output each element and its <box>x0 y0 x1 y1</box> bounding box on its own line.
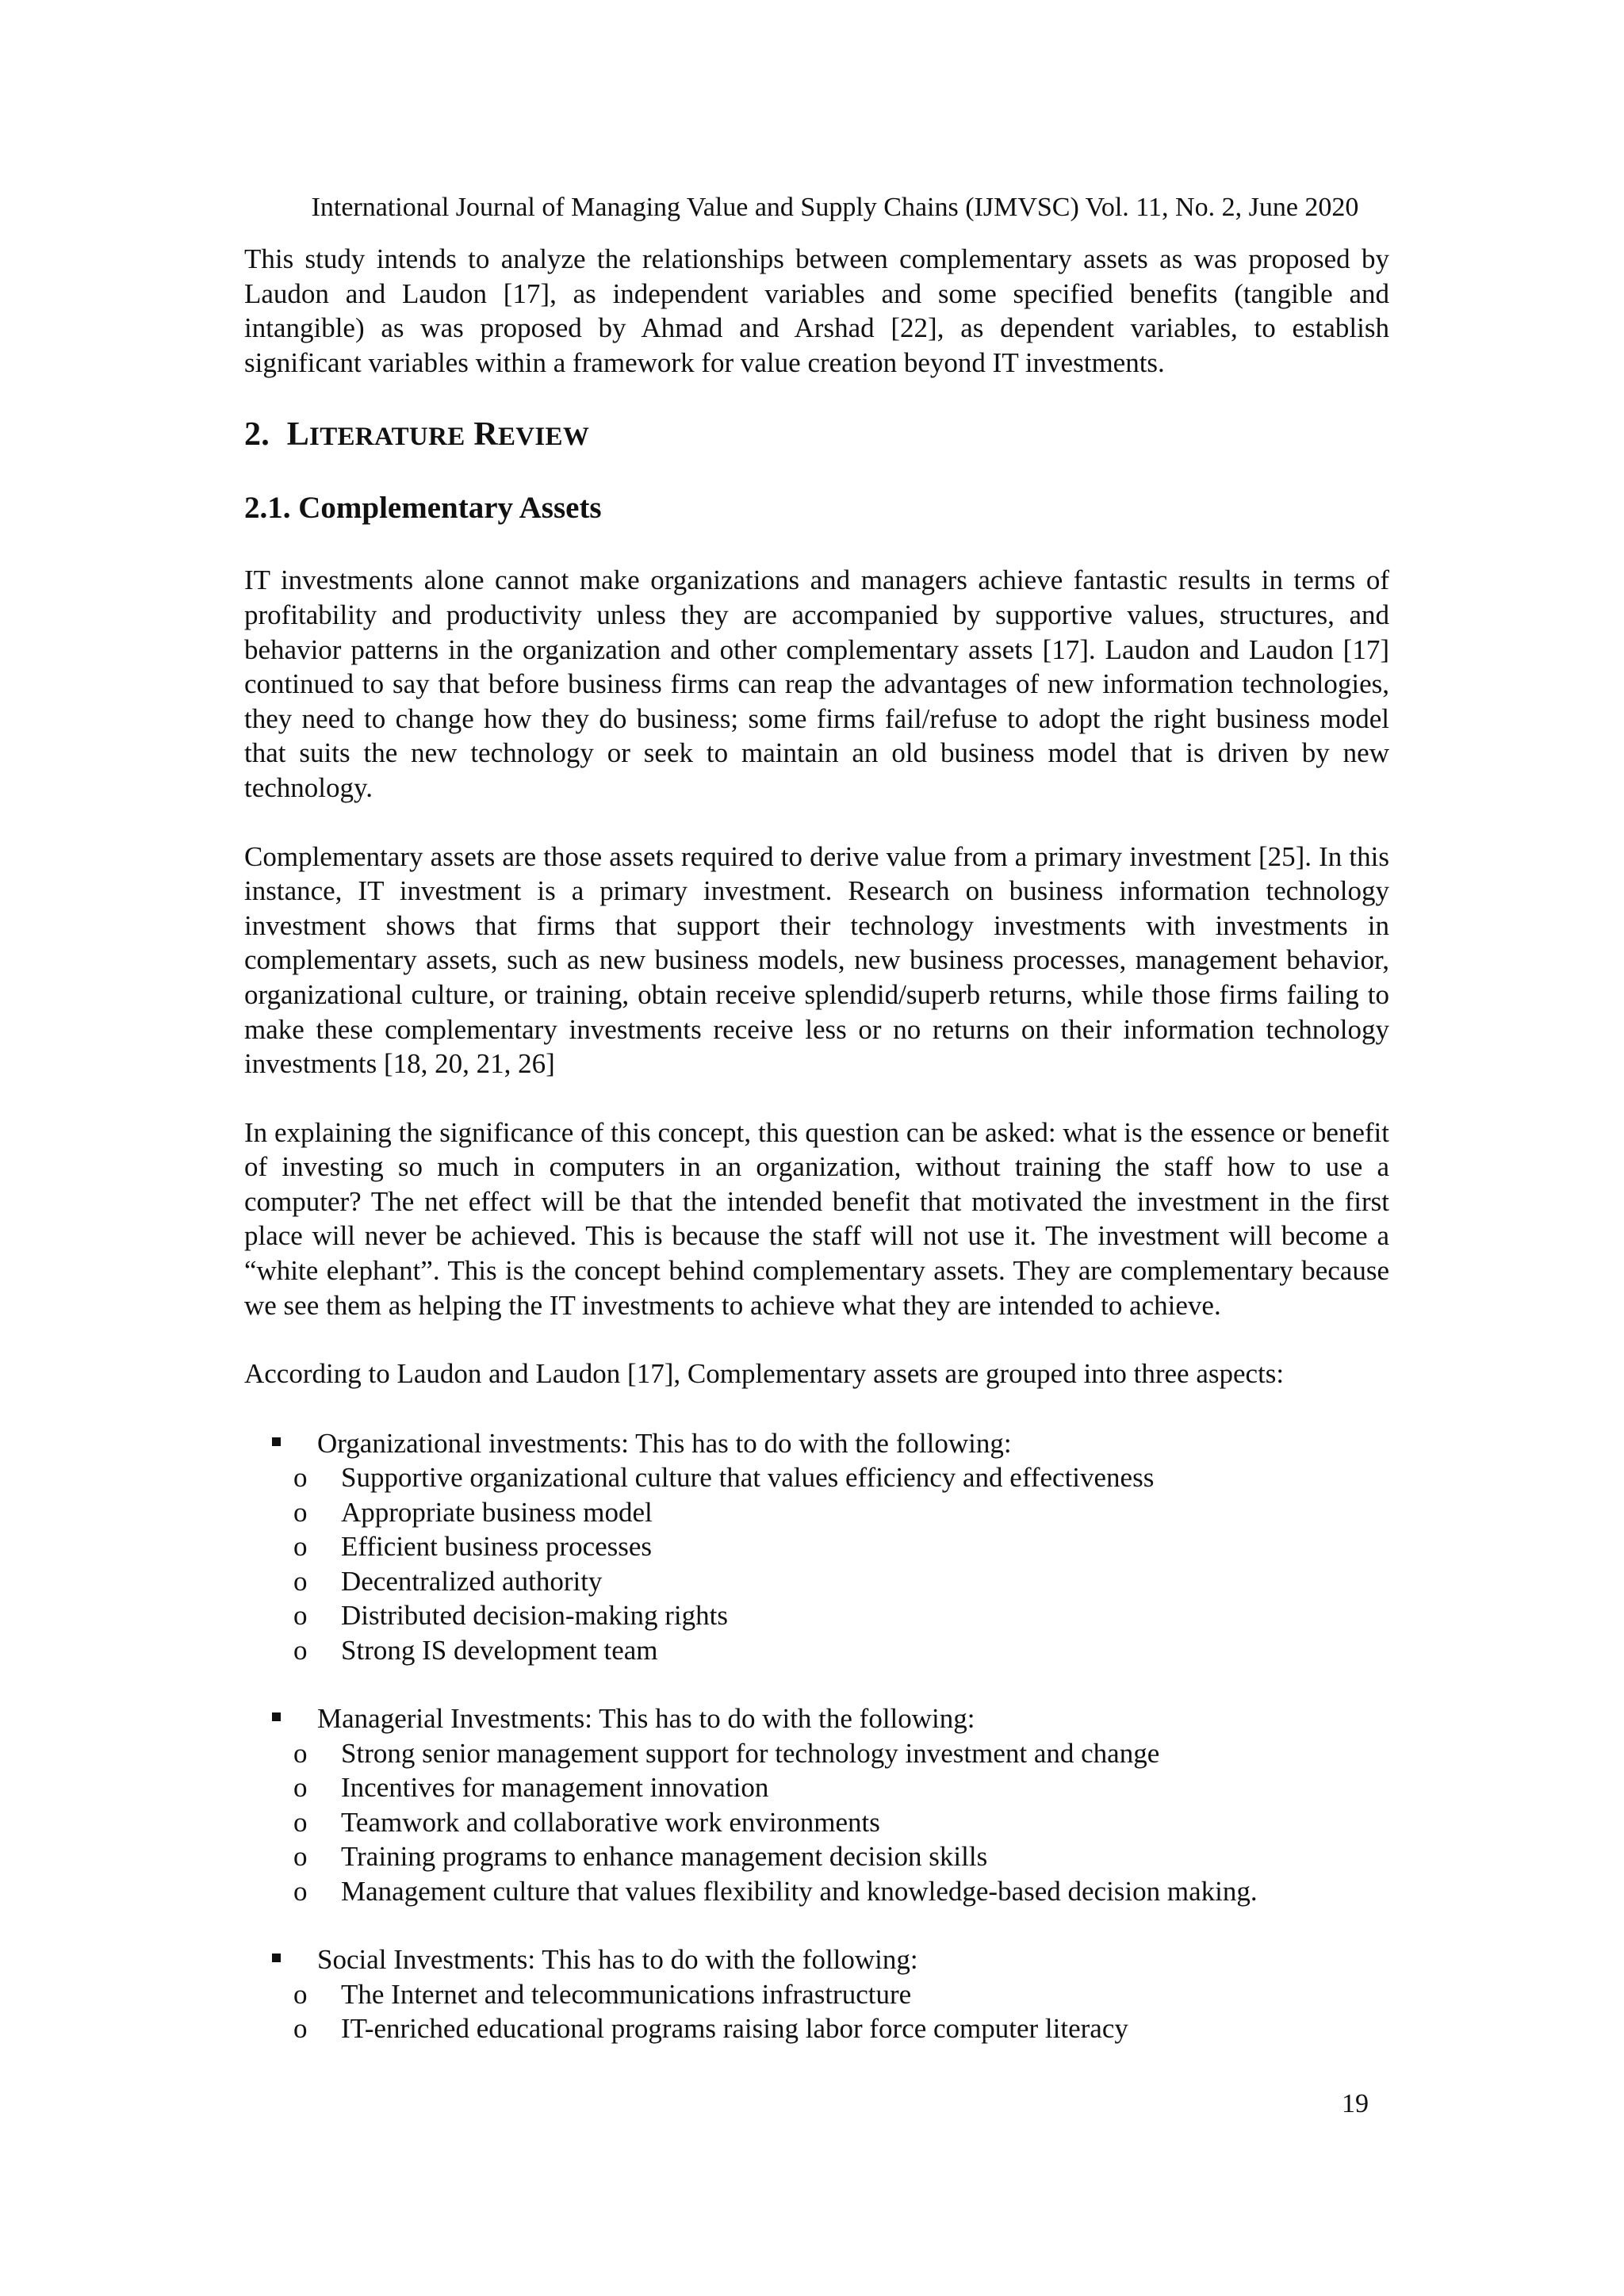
circle-bullet-icon: o <box>293 1600 308 1632</box>
section-title-part-1: ITERATURE <box>309 423 465 452</box>
circle-bullet-icon: o <box>293 1978 308 2010</box>
circle-bullet-icon: o <box>293 2013 308 2045</box>
body-paragraph-3: In explaining the significance of this concept, this question can be asked: what is the essence or benefit of investing so much in computers in an organization, without training the staff how to use a computer? The net effect will be that the intended benefit that motivated the investment in the first place will never be achieved. This is because the staff will not use it. The investment will become a “white elephant”. This is the concept behind complementary assets. They are complementary because we see them as helping the IT investments to achieve what they are intended to achieve. <box>244 1116 1389 1321</box>
page-content <box>244 242 1389 2046</box>
section-title-initial-2: R <box>473 416 498 453</box>
list-item <box>244 1770 1389 1805</box>
group-title-text: Managerial Investments: This has to do with the following: <box>317 1703 975 1735</box>
circle-bullet-icon: o <box>293 1634 308 1666</box>
group-title <box>244 1942 1389 1977</box>
group-title-text: Social Investments: This has to do with the following: <box>317 1944 918 1976</box>
list-item <box>244 2011 1389 2046</box>
list-item <box>244 1633 1389 1668</box>
list-item <box>244 1564 1389 1599</box>
circle-bullet-icon: o <box>293 1531 308 1563</box>
list-item-text: Incentives for management innovation <box>341 1772 769 1804</box>
sub-list <box>244 1460 1389 1667</box>
list-item <box>244 1839 1389 1874</box>
circle-bullet-icon: o <box>293 1737 308 1769</box>
list-item-text: Strong IS development team <box>341 1634 658 1666</box>
list-item-text: The Internet and telecommunications infrastructure <box>341 1978 912 2010</box>
list-item-text: Supportive organizational culture that values efficiency and effectiveness <box>341 1462 1155 1494</box>
list-item <box>244 1736 1389 1771</box>
list-item-text: IT-enriched educational programs raising labor force computer literacy <box>341 2013 1128 2045</box>
group-title <box>244 1426 1389 1461</box>
circle-bullet-icon: o <box>293 1772 308 1804</box>
page-number: 19 <box>1342 2089 1369 2118</box>
list-item <box>244 1805 1389 1840</box>
intro-paragraph: This study intends to analyze the relationships between complementary assets as was proposed by Laudon and Laudon [17], as independent variables and some specified benefits (tangible and intangible) as was proposed by Ahmad and Arshad [22], as dependent variables, to establish significant variables within a framework for value creation beyond IT investments. <box>244 243 1389 378</box>
list-item-text: Teamwork and collaborative work environments <box>341 1806 880 1838</box>
circle-bullet-icon: o <box>293 1806 308 1838</box>
list-item <box>244 1529 1389 1564</box>
list-item-text: Decentralized authority <box>341 1565 603 1597</box>
list-item <box>244 1977 1389 2012</box>
square-bullet-icon <box>272 1437 281 1446</box>
list-item-text: Efficient business processes <box>341 1531 653 1563</box>
sub-list <box>244 1736 1389 1909</box>
subsection-heading <box>244 490 1389 526</box>
subsection-title: Complementary Assets <box>298 491 602 526</box>
running-header: International Journal of Managing Value and Supply Chains (IJMVSC) Vol. 11, No. 2, June 2020 <box>311 193 1359 222</box>
list-item-text: Distributed decision-making rights <box>341 1600 728 1632</box>
complementary-assets-list <box>244 1426 1389 2046</box>
list-item <box>244 1598 1389 1633</box>
list-item-text: Training programs to enhance management decision skills <box>341 1841 988 1873</box>
body-paragraph-4: According to Laudon and Laudon [17], Complementary assets are grouped into three aspects: <box>244 1358 1285 1390</box>
list-item <box>244 1460 1389 1495</box>
group-title <box>244 1701 1389 1736</box>
subsection-number: 2.1. <box>244 491 291 526</box>
group-title-text: Organizational investments: This has to do with the following: <box>317 1427 1012 1459</box>
circle-bullet-icon: o <box>293 1875 308 1907</box>
circle-bullet-icon: o <box>293 1565 308 1597</box>
square-bullet-icon <box>272 1712 281 1721</box>
sub-list <box>244 1977 1389 2046</box>
list-item-text: Management culture that values flexibility and knowledge-based decision making. <box>341 1875 1258 1907</box>
list-item-text: Appropriate business model <box>341 1496 653 1528</box>
list-item-text: Strong senior management support for technology investment and change <box>341 1737 1160 1769</box>
section-title-initial-1: L <box>286 416 310 453</box>
section-title-part-2: EVIEW <box>497 423 590 452</box>
square-bullet-icon <box>272 1954 281 1962</box>
list-item <box>244 1495 1389 1530</box>
circle-bullet-icon: o <box>293 1841 308 1873</box>
section-heading <box>244 415 1389 457</box>
list-group-managerial <box>244 1701 1389 1908</box>
list-group-social <box>244 1942 1389 2046</box>
body-paragraph-2: Complementary assets are those assets required to derive value from a primary investment [25]. In this instance, IT investment is a primary investment. Research on business information technology investment shows that firms that support their technology investments with investments in complementary assets, such as new business models, new business processes, management behavior, organizational culture, or training, obtain receive splendid/superb returns, while those firms failing to make these complementary investments receive less or no returns on their information technology investments [18, 20, 21, 26] <box>244 840 1389 1080</box>
circle-bullet-icon: o <box>293 1462 308 1494</box>
section-number: 2. <box>244 416 270 453</box>
circle-bullet-icon: o <box>293 1496 308 1528</box>
body-paragraph-1: IT investments alone cannot make organizations and managers achieve fantastic results in terms of profitability and productivity unless they are accompanied by supportive values, structures, and behavior patterns in the organization and other complementary assets [17]. Laudon and Laudon [17] continued to say that before business firms can reap the advantages of new information technologies, they need to change how they do business; some firms fail/refuse to adopt the right business model that suits the new technology or seek to maintain an old business model that is driven by new technology. <box>244 564 1389 803</box>
list-group-organizational <box>244 1426 1389 1668</box>
list-spacer <box>244 1908 1389 1942</box>
list-spacer <box>244 1667 1389 1701</box>
list-item <box>244 1874 1389 1909</box>
